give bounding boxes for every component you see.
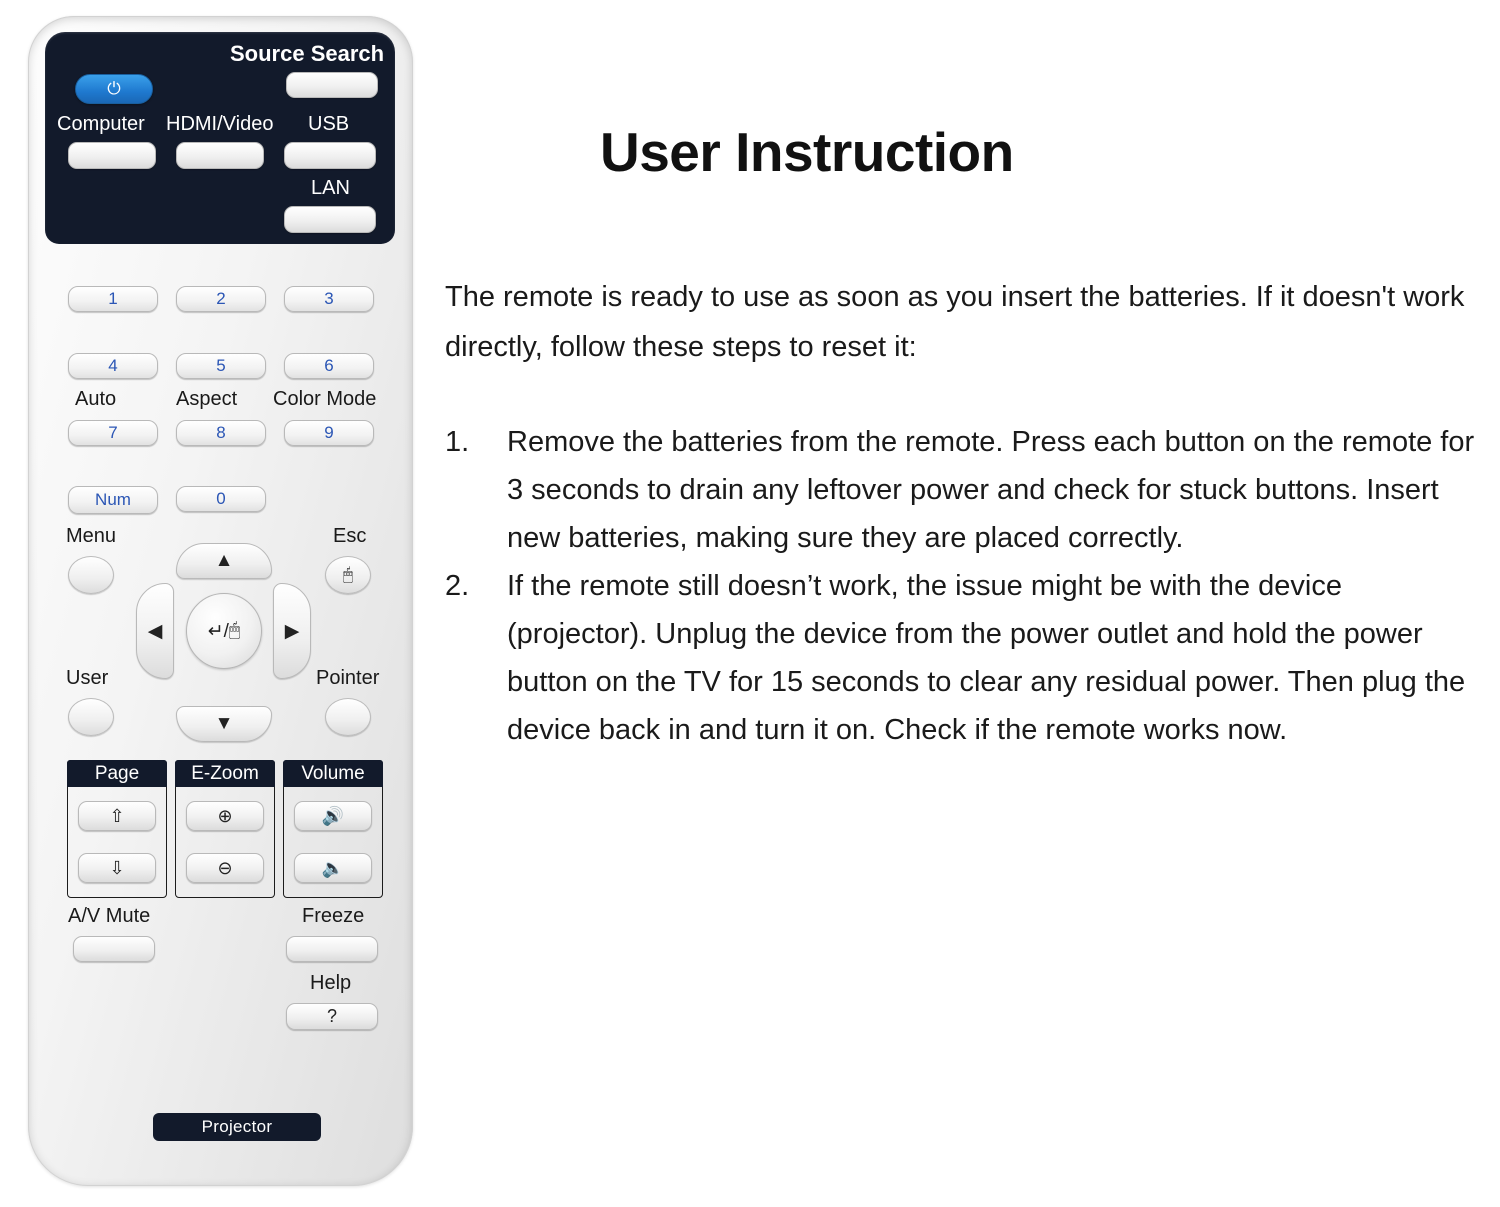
freeze-button[interactable]: [286, 936, 378, 962]
instruction-panel: [445, 120, 1485, 754]
key-9[interactable]: 9: [284, 420, 374, 446]
usb-source-button[interactable]: [284, 142, 376, 169]
hdmi-video-label: HDMI/Video: [166, 113, 274, 135]
key-6[interactable]: 6: [284, 353, 374, 379]
zoom-out-button[interactable]: [186, 853, 264, 883]
arrow-left-button[interactable]: [136, 583, 174, 679]
av-mute-label: A/V Mute: [68, 905, 151, 927]
computer-label: Computer: [57, 113, 145, 135]
lan-label: LAN: [311, 177, 350, 199]
remote-control-image: [18, 8, 418, 1198]
enter-button[interactable]: [186, 593, 262, 669]
zoom-in-icon: ⊕: [217, 805, 233, 826]
zoom-out-icon: ⊖: [217, 857, 233, 878]
power-button[interactable]: [75, 74, 153, 104]
key-4[interactable]: 4: [68, 353, 158, 379]
arrow-down-button[interactable]: [176, 706, 272, 742]
auto-label: Auto: [75, 388, 117, 410]
directional-pad: [136, 543, 311, 743]
esc-label: Esc: [333, 525, 367, 547]
menu-label: Menu: [66, 525, 117, 547]
list-item: Remove the batteries from the remote. Press each button on the remote for 3 seconds to drain any leftover power and check for stuck buttons. Insert new batteries, making sure they are placed correctly.: [507, 426, 1475, 554]
volume-group-title: Volume: [283, 760, 383, 787]
key-7[interactable]: 7: [68, 420, 158, 446]
power-icon: ⏻: [107, 79, 121, 98]
ezoom-group-title: E-Zoom: [175, 760, 275, 787]
hdmi-video-source-button[interactable]: [176, 142, 264, 169]
key-8[interactable]: 8: [176, 420, 266, 446]
num-button[interactable]: Num: [68, 486, 158, 514]
arrow-up-icon: ▲: [214, 550, 234, 571]
page-down-icon: ⇩: [109, 857, 125, 878]
arrow-left-icon: ◀: [147, 620, 163, 642]
arrow-right-icon: ▶: [284, 620, 300, 642]
key-1[interactable]: 1: [68, 286, 158, 312]
volume-down-button[interactable]: [294, 853, 372, 883]
user-label: User: [66, 667, 109, 689]
steps-list: [445, 418, 1485, 754]
key-3[interactable]: 3: [284, 286, 374, 312]
av-mute-button[interactable]: [73, 936, 155, 962]
key-5[interactable]: 5: [176, 353, 266, 379]
color-mode-label: Color Mode: [273, 388, 377, 410]
arrow-up-button[interactable]: [176, 543, 272, 579]
aspect-label: Aspect: [176, 388, 238, 410]
esc-button[interactable]: [325, 556, 371, 594]
key-0[interactable]: 0: [176, 486, 266, 512]
help-button[interactable]: ?: [286, 1003, 378, 1030]
freeze-label: Freeze: [302, 905, 365, 927]
pointer-label: Pointer: [316, 667, 380, 689]
user-button[interactable]: [68, 698, 114, 736]
volume-up-icon: 🔊: [321, 805, 345, 826]
arrow-right-button[interactable]: [273, 583, 311, 679]
source-search-button[interactable]: [286, 72, 378, 98]
usb-label: USB: [308, 113, 350, 135]
volume-up-button[interactable]: [294, 801, 372, 831]
page-up-icon: ⇧: [109, 805, 125, 826]
volume-down-icon: 🔈: [321, 857, 345, 878]
page-down-button[interactable]: [78, 853, 156, 883]
enter-label: ↵/: [207, 620, 229, 642]
page-up-button[interactable]: [78, 801, 156, 831]
lan-source-button[interactable]: [284, 206, 376, 233]
menu-button[interactable]: [68, 556, 114, 594]
help-label: Help: [310, 972, 352, 994]
zoom-in-button[interactable]: [186, 801, 264, 831]
pointer-button[interactable]: [325, 698, 371, 736]
list-item: If the remote still doesn’t work, the issue might be with the device (projector). Unplug the device from the power outlet and hold the power button on the TV for 15 seconds to clear any residual power. Then plug the device back in and turn it on. Check if the remote works now.: [507, 570, 1466, 746]
arrow-down-icon: ▼: [214, 713, 234, 734]
key-2[interactable]: 2: [176, 286, 266, 312]
page-group-title: Page: [67, 760, 167, 787]
projector-brand-tag: Projector: [153, 1113, 321, 1141]
mouse-pointer-icon: 🖱: [228, 620, 241, 641]
page-title: User Instruction: [600, 121, 1014, 183]
computer-source-button[interactable]: [68, 142, 156, 169]
mouse-pointer-icon: 🖱: [342, 565, 354, 584]
intro-paragraph: The remote is ready to use as soon as you insert the batteries. If it doesn't work directly, follow these steps to reset it:: [445, 281, 1465, 363]
source-search-label: Source Search: [230, 41, 385, 66]
